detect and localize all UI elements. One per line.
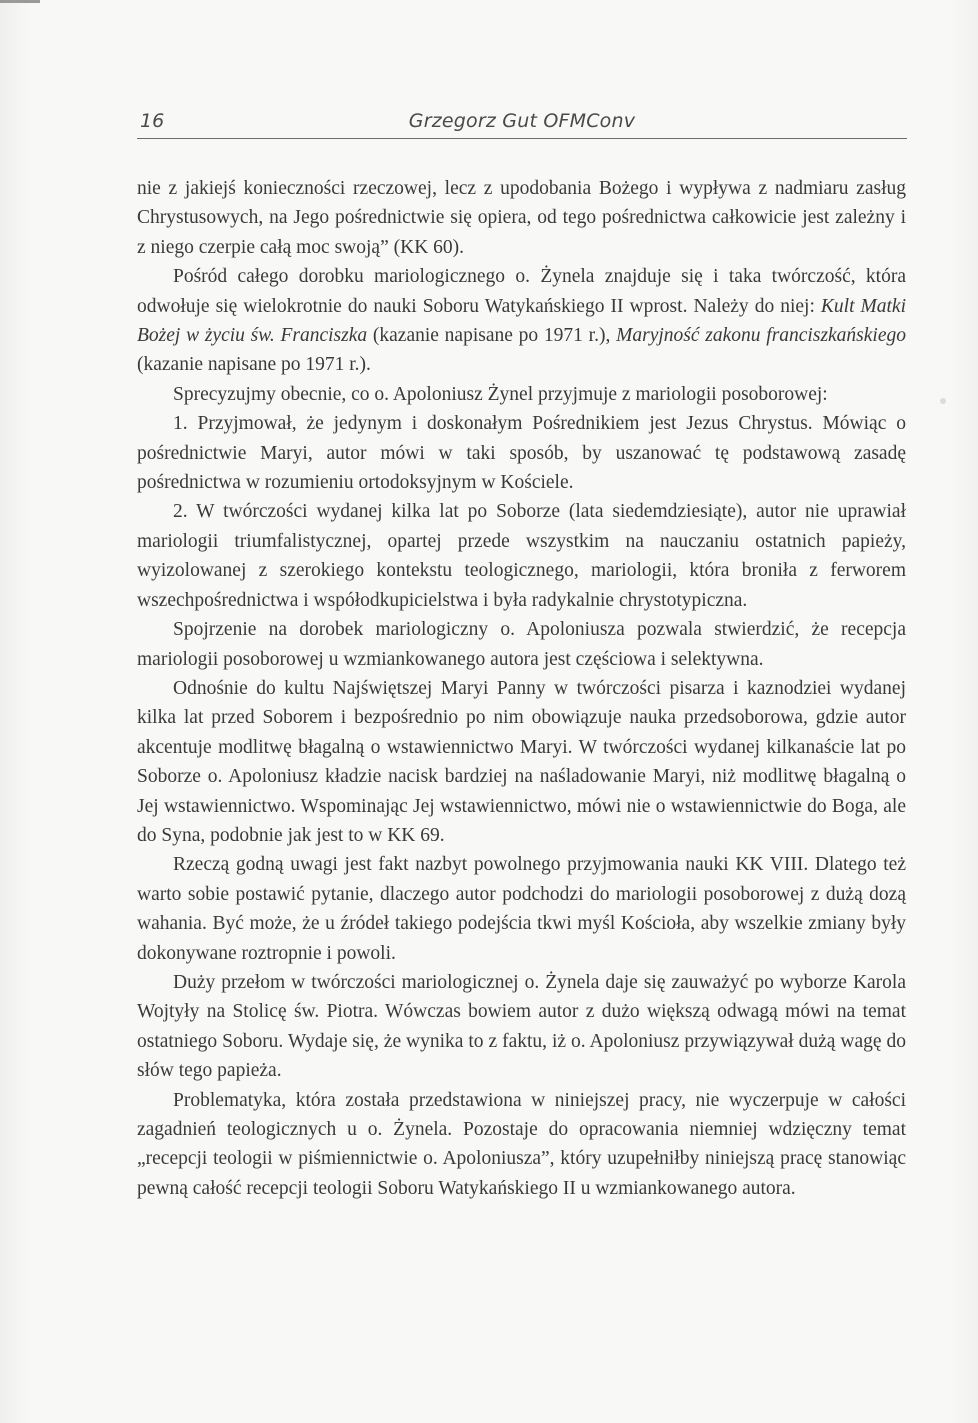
- paragraph: [137, 615, 906, 674]
- paragraph: [137, 1086, 906, 1204]
- paragraph: [137, 380, 906, 409]
- paragraph: [137, 262, 906, 380]
- paragraph-text: Problematyka, która została przedstawiona w niniejszej pracy, nie wyczerpuje w całości zagadnień teologicznych u o. Żynela. Pozostaje do opracowania niemniej wdzięczny temat „recepcji teologii w piśmiennictwie o. Apoloniusza”, który uzupełniłby niniejszą pracę stanowiąc pewną całość recepcji teologii Soboru Watykańskiego II u wzmiankowanego autora.: [137, 1089, 906, 1199]
- body-text: [137, 174, 906, 1203]
- paragraph: [137, 497, 906, 615]
- italic-title: Kult Matki Bożej w życiu św. Franciszka: [137, 295, 907, 347]
- paragraph-text: Rzeczą godną uwagi jest fakt nazbyt powolnego przyjmowania nauki KK VIII. Dlatego też warto sobie postawić pytanie, dlaczego autor podchodzi do mariologii posoborowej z dużą dozą wahania. Być może, że u źródeł takiego podejścia tkwi myśl Kościoła, aby wszelkie zmiany były dokonywane roztropnie i powoli.: [137, 854, 906, 964]
- paragraph-text: Sprecyzujmy obecnie, co o. Apoloniusz Żynel przyjmuje z mariologii posoborowej:: [173, 383, 828, 405]
- running-head-author: Grzegorz Gut OFMConv: [408, 110, 636, 132]
- paragraph-text: 1. Przyjmował, że jedynym i doskonałym Pośrednikiem jest Jezus Chrystus. Mówiąc o pośrednictwie Maryi, autor mówi w taki sposób, by uszanować tę podstawową zasadę pośrednictwa w rozumieniu ortodoksyjnym w Kościele.: [137, 413, 906, 494]
- paragraph-text: (kazanie napisane po 1971 r.),: [367, 325, 617, 347]
- paragraph-text: Odnośnie do kultu Najświętszej Maryi Panny w twórczości pisarza i kaznodziei wydanej kilka lat przed Soborem i bezpośrednio po nim obowiązuje nauka przedsoborowa, gdzie autor akcentuje modlitwę błagalną o wstawiennictwo Maryi. W twórczości wydanej kilkanaście lat po Soborze o. Apoloniusz kładzie nacisk bardziej na naśladowanie Maryi, niż modlitwę błagalną o Jej wstawiennictwo. Wspominając Jej wstawiennictwo, mówi nie o wstawiennictwie do Boga, ale do Syna, podobnie jak jest to w KK 69.: [137, 677, 906, 846]
- paragraph-text: nie z jakiejś konieczności rzeczowej, lecz z upodobania Bożego i wypływa z nadmiaru zasług Chrystusowych, na Jego pośrednictwie się opiera, od tego pośrednictwa całkowicie jest zależny i z niego czerpie całą moc swoją” (KK 60).: [137, 178, 906, 258]
- paragraph-text: 2. W twórczości wydanej kilka lat po Soborze (lata siedemdziesiąte), autor nie uprawiał mariologii triumfalistycznej, opartej przede wszystkim na nauczaniu ostatnich papieży, wyizolowanej z szerokiego kontekstu teologicznego, mariologii, która broniła z ferworem wszechpośrednictwa i współodkupicielstwa i była radykalnie chrystotypiczna.: [137, 501, 906, 611]
- paragraph: [137, 850, 906, 968]
- paragraph: [137, 174, 906, 262]
- scan-speck: [940, 398, 946, 404]
- paragraph-text: Spojrzenie na dorobek mariologiczny o. Apoloniusza pozwala stwierdzić, że recepcja mariologii posoborowej u wzmiankowanego autora jest częściowa i selektywna.: [137, 619, 906, 670]
- scan-edge-mark: [0, 0, 40, 3]
- italic-title: Maryjność zakonu franciszkańskiego: [616, 325, 907, 347]
- paragraph-text: Duży przełom w twórczości mariologicznej o. Żynela daje się zauważyć po wyborze Karola Wojtyły na Stolicę św. Piotra. Wówczas bowiem autor z dużo większą odwagą mówi na temat ostatniego Soboru. Wydaje się, że wynika to z faktu, iż o. Apoloniusz przywiązywał dużą wagę do słów tego papieża.: [137, 971, 906, 1082]
- running-header: [137, 108, 907, 139]
- paragraph: [137, 409, 906, 497]
- paragraph-text: (kazanie napisane po 1971 r.).: [137, 354, 371, 376]
- paragraph: [137, 674, 906, 850]
- paragraph-text: Pośród całego dorobku mariologicznego o. Żynela znajduje się i taka twórczość, która odwołuje się wielokrotnie do nauki Soboru Watykańskiego II wprost. Należy do niej:: [137, 266, 906, 317]
- page-number: 16: [140, 110, 165, 132]
- paragraph: [137, 968, 906, 1086]
